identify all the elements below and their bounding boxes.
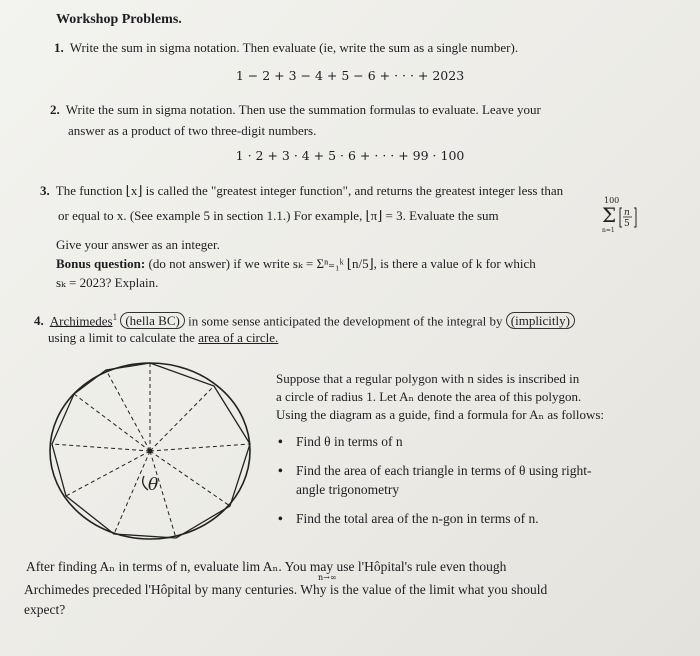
problem-4: [34, 308, 674, 330]
desc-line2: a circle of radius 1. Let Aₙ denote the area of this polygon.: [276, 389, 582, 404]
after-line2: Archimedes preceded l'Hôpital by many centuries. Why is the value of the limit what you should: [24, 582, 548, 597]
bullet-dot: •: [278, 434, 283, 449]
center-point: [148, 449, 153, 454]
bullet-1: [278, 432, 678, 451]
implicitly-annotation: (implicitly): [506, 312, 575, 329]
problem-4-line2a: using a limit to calculate the: [48, 330, 195, 345]
bullet-3: [278, 509, 678, 528]
svg-text:n: n: [624, 208, 630, 218]
problem-1-number: 1.: [54, 40, 64, 55]
bullet-3-text: Find the total area of the n-gon in terms of n.: [296, 511, 539, 526]
problem-3-line3: Give your answer as an integer.: [56, 237, 220, 252]
page-title: Workshop Problems.: [56, 12, 182, 27]
bonus-line2: sₖ = 2023? Explain.: [56, 275, 159, 290]
bullet-dot: •: [278, 511, 283, 526]
bullet-2: [278, 461, 688, 480]
svg-text:n=1: n=1: [602, 227, 615, 234]
bullet-2-text: Find the area of each triangle in terms of θ using right-: [296, 463, 592, 478]
problem-4-line2: [48, 328, 648, 347]
sigma-sum-graphic: [600, 194, 658, 234]
svg-text:Σ: Σ: [602, 203, 617, 227]
bonus-text: (do not answer) if we write sₖ = Σⁿ₌₁ᵏ ⌊n/5⌋, is there a value of k for which: [148, 256, 536, 271]
problem-1-formula: 1 − 2 + 3 − 4 + 5 − 6 + · · · + 2023: [235, 68, 465, 83]
after-line3: expect?: [24, 602, 66, 617]
bonus-label: Bonus question:: [56, 256, 146, 271]
problem-3-bonus: [56, 254, 666, 273]
svg-text:5: 5: [624, 219, 630, 229]
problem-2-line1: Write the sum in sigma notation. Then use the summation formulas to evaluate. Leave your: [65, 102, 541, 117]
archimedes-text: Archimedes: [49, 313, 113, 329]
problem-3: [40, 181, 660, 200]
problem-1: [54, 38, 654, 57]
problem-2: [50, 100, 660, 119]
problem-4-line1: in some sense anticipated the development of the integral by: [188, 313, 503, 329]
problem-2-formula: 1 · 2 + 3 · 4 + 5 · 6 + · · · + 99 · 100: [235, 148, 465, 163]
bullet-2-cont: angle trigonometry: [296, 482, 400, 497]
bullet-1-text: Find θ in terms of n: [296, 434, 403, 449]
limit-subscript: n→∞: [318, 573, 337, 582]
desc-line3: Using the diagram as a guide, find a formula for Aₙ as follows:: [276, 407, 605, 422]
desc-line1: Suppose that a regular polygon with n sides is inscribed in: [276, 371, 580, 386]
problem-3-line2: or equal to x. (See example 5 in section 1.1.) For example, ⌊π⌋ = 3. Evaluate the sum: [58, 208, 499, 223]
polygon-diagram: [44, 356, 264, 546]
sigma-sum: [600, 194, 660, 238]
problem-2-line2: answer as a product of two three-digit numbers.: [68, 123, 317, 138]
bullet-dot: •: [278, 463, 283, 478]
footnote-marker: 1: [112, 312, 118, 322]
problem-3-number: 3.: [40, 183, 50, 198]
problem-2-number: 2.: [50, 102, 60, 117]
svg-text:100: 100: [604, 196, 620, 205]
hella-bc-annotation: (hella BC): [120, 312, 185, 329]
problem-3-line1: The function ⌊x⌋ is called the "greatest integer function", and returns the greatest integer less than: [55, 183, 564, 198]
after-line1: After finding Aₙ in terms of n, evaluate lim Aₙ. You may use l'Hôpital's rule even though: [26, 559, 507, 574]
problem-1-text: Write the sum in sigma notation. Then evaluate (ie, write the sum as a single number).: [69, 40, 519, 55]
area-of-circle-text: area of a circle.: [198, 330, 279, 345]
problem-4-number: 4.: [34, 313, 44, 329]
theta-label: θ: [148, 475, 159, 495]
